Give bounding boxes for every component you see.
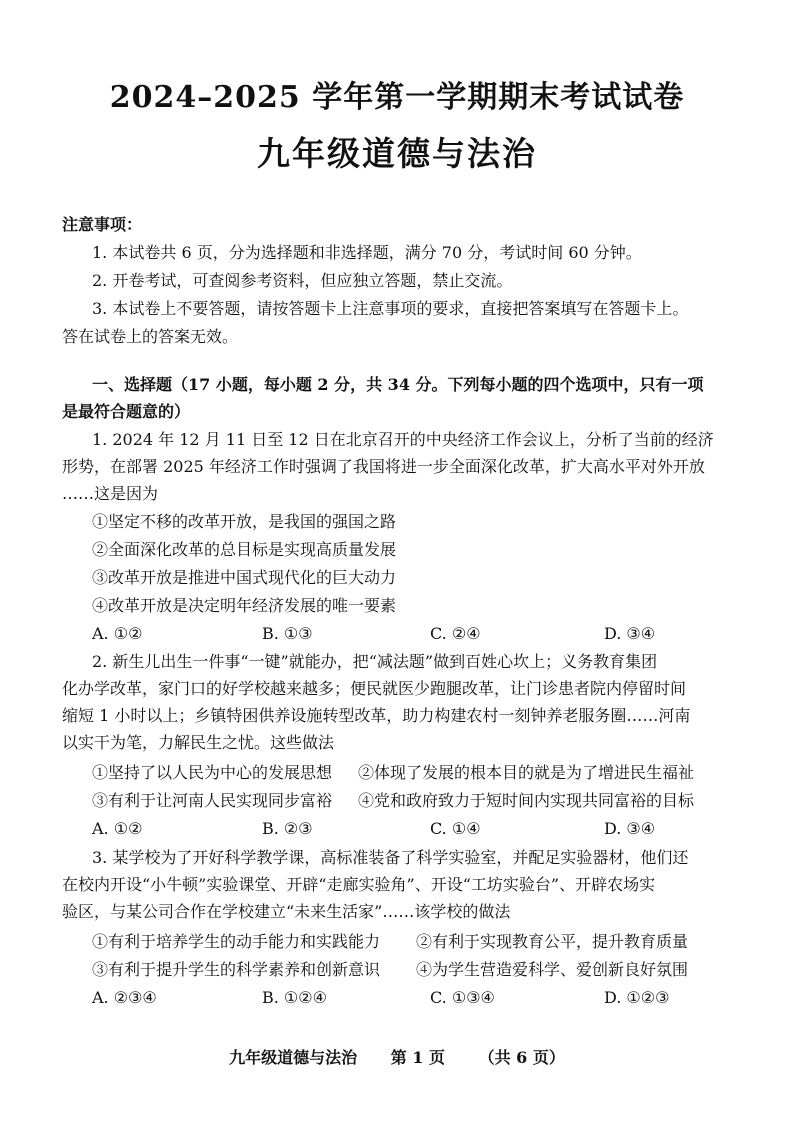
footer-subject: 九年级道德与法治: [229, 1048, 358, 1067]
footer-page-number: 第 1 页: [390, 1048, 445, 1067]
question-statement: ③有利于提升学生的科学素养和创新意识: [92, 960, 381, 979]
answer-option-b: B. ①②④: [262, 988, 327, 1007]
question-statement: ②体现了发展的根本目的就是为了增进民生福祉: [358, 763, 695, 782]
question-statement: ②有利于实现教育公平，提升教育质量: [416, 932, 689, 951]
answer-option-a: A. ①②: [92, 819, 143, 838]
section-heading: 一、选择题（17 小题，每小题 2 分，共 34 分。下列每小题的四个选项中，只有一项: [92, 375, 704, 394]
question-statement: ②全面深化改革的总目标是实现高质量发展: [92, 540, 397, 559]
answer-option-d: D. ③④: [604, 624, 656, 643]
question-statement: ④为学生营造爱科学、爱创新良好氛围: [416, 960, 689, 979]
question-text: 在校内开设“小牛顿”实验课堂、开辟“走廊实验角”、开设“工坊实验台”、开辟农场实: [62, 875, 656, 894]
answer-option-c: C. ②④: [430, 624, 481, 643]
answer-option-d: D. ①②③: [604, 988, 670, 1007]
question-statement: ①坚持了以人民为中心的发展思想: [92, 763, 333, 782]
answer-option-a: A. ②③④: [92, 988, 157, 1007]
question-text: 2. 新生儿出生一件事“一键”就能办，把“减法题”做到百姓心坎上；义务教育集团: [92, 652, 658, 671]
question-text: 3. 某学校为了开好科学教学课，高标准装备了科学实验室，并配足实验器材，他们还: [92, 848, 689, 867]
question-text: 缩短 1 小时以上；乡镇特困供养设施转型改革，助力构建农村一刻钟养老服务圈……河南: [62, 706, 691, 725]
page-footer: [0, 1045, 794, 1068]
question-text: 验区，与某公司合作在学校建立“未来生活家”……该学校的做法: [62, 902, 511, 921]
question-text: 化办学改革，家门口的好学校越来越多；便民就医少跑腿改革，让门诊患者院内停留时间: [62, 679, 687, 698]
subject-title: 九年级道德与法治: [257, 134, 537, 173]
note-item: 3. 本试卷上不要答题，请按答题卡上注意事项的要求，直接把答案填写在答题卡上。: [92, 299, 689, 318]
question-statement: ①坚定不移的改革开放，是我国的强国之路: [92, 512, 397, 531]
question-text: 形势，在部署 2025 年经济工作时强调了我国将进一步全面深化改革，扩大高水平对外开放: [62, 457, 705, 476]
answer-option-b: B. ②③: [262, 819, 313, 838]
answer-option-d: D. ③④: [604, 819, 656, 838]
section-heading: 是最符合题意的）: [62, 402, 191, 421]
footer-total-pages: （共 6 页）: [478, 1048, 565, 1067]
note-item: 2. 开卷考试，可查阅参考资料，但应独立答题，禁止交流。: [92, 271, 513, 290]
question-statement: ④党和政府致力于短时间内实现共同富裕的目标: [358, 791, 695, 810]
answer-option-c: C. ①④: [430, 819, 481, 838]
question-statement: ③改革开放是推进中国式现代化的巨大动力: [92, 568, 397, 587]
exam-title: 2024–2025 学年第一学期期末考试试卷: [109, 80, 685, 115]
answer-option-a: A. ①②: [92, 624, 143, 643]
note-item: 1. 本试卷共 6 页，分为选择题和非选择题，满分 70 分，考试时间 60 分钟。: [92, 243, 642, 262]
notes-heading: 注意事项：: [62, 215, 143, 234]
answer-option-b: B. ①③: [262, 624, 313, 643]
note-item: 答在试卷上的答案无效。: [62, 327, 239, 346]
question-statement: ①有利于培养学生的动手能力和实践能力: [92, 932, 381, 951]
question-text: 1. 2024 年 12 月 11 日至 12 日在北京召开的中央经济工作会议上，分析了当前的经济: [92, 430, 714, 449]
answer-option-c: C. ①③④: [430, 988, 495, 1007]
question-text: ……这是因为: [62, 484, 159, 503]
question-text: 以实干为笔，力解民生之忧。这些做法: [62, 733, 335, 752]
question-statement: ④改革开放是决定明年经济发展的唯一要素: [92, 596, 397, 615]
question-statement: ③有利于让河南人民实现同步富裕: [92, 791, 333, 810]
